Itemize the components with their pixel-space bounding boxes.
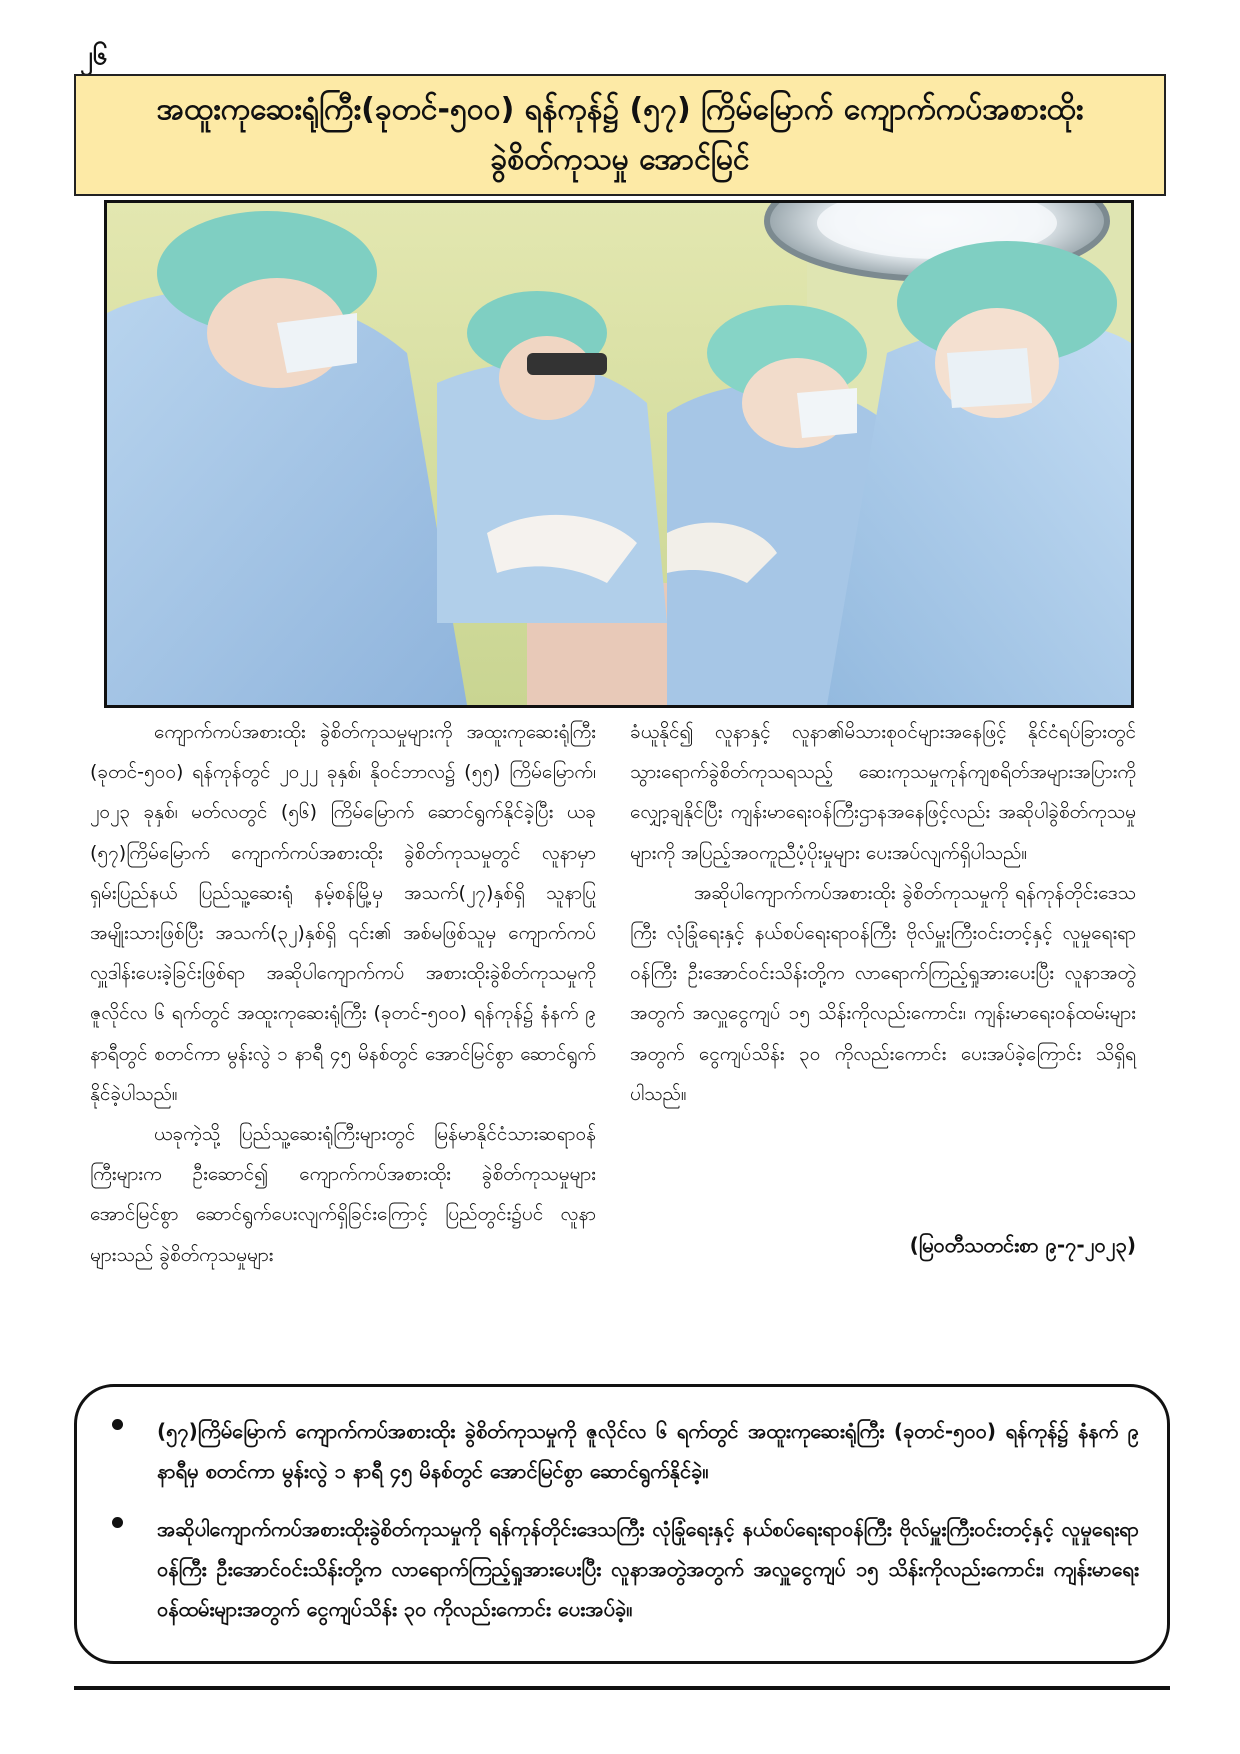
article-column-right <box>630 712 1136 1114</box>
article-paragraph: ကျောက်ကပ်အစားထိုး ခွဲစိတ်ကုသမှုများကို အထူးကုဆေးရုံကြီး (ခုတင်-၅၀၀) ရန်ကုန်တွင် ၂၀၂၂ ခုနှစ်၊ နိုဝင်ဘာလ၌ (၅၅) ကြိမ်မြောက်၊ ၂၀၂၃ ခုနှစ်၊ မတ်လတွင် (၅၆) ကြိမ်မြောက် ဆောင်ရွက်နိုင်ခဲ့ပြီး ယခု (၅၇)ကြိမ်မြောက် ကျောက်ကပ်အစားထိုး ခွဲစိတ်ကုသမှုတွင် လူနာမှာ ရှမ်းပြည်နယ် ပြည်သူ့ဆေးရုံ နမ့်စန်မြို့မှ အသက်(၂၇)နှစ်ရှိ သူနာပြုအမျိုးသားဖြစ်ပြီး အသက်(၃၂)နှစ်ရှိ ၎င်း၏ အစ်မဖြစ်သူမှ ကျောက်ကပ်လှူဒါန်းပေးခဲ့ခြင်းဖြစ်ရာ အဆိုပါကျောက်ကပ် အစားထိုးခွဲစိတ်ကုသမှုကို ဇူလိုင်လ ၆ ရက်တွင် အထူးကုဆေးရုံကြီး (ခုတင်-၅၀၀) ရန်ကုန်၌ နံနက် ၉ နာရီတွင် စတင်ကာ မွန်းလွဲ ၁ နာရီ ၄၅ မိနစ်တွင် အောင်မြင်စွာ ဆောင်ရွက်နိုင်ခဲ့ပါသည်။ <box>90 721 596 1105</box>
summary-item <box>105 1411 1139 1491</box>
summary-text: (၅၇)ကြိမ်မြောက် ကျောက်ကပ်အစားထိုး ခွဲစိတ်ကုသမှုကို ဇူလိုင်လ ၆ ရက်တွင် အထူးကုဆေးရုံကြီး (ခုတင်-၅၀၀) ရန်ကုန်၌ နံနက် ၉ နာရီမှ စတင်ကာ မွန်းလွဲ ၁ နာရီ ၄၅ မိနစ်တွင် အောင်မြင်စွာ ဆောင်ရွက်နိုင်ခဲ့။ <box>157 1419 1139 1483</box>
page-number: ၂၆ <box>80 41 108 71</box>
bullet-icon <box>105 1419 129 1443</box>
bottom-divider <box>74 1686 1170 1690</box>
summary-text: အဆိုပါကျောက်ကပ်အစားထိုးခွဲစိတ်ကုသမှုကို ရန်ကုန်တိုင်းဒေသကြီး လုံခြုံရေးနှင့် နယ်စပ်ရေးရာဝန်ကြီး ဗိုလ်မှူးကြီးဝင်းတင့်နှင့် လူမှုရေးရာဝန်ကြီး ဦးအောင်ဝင်းသိန်းတို့က လာရောက်ကြည့်ရှုအားပေးပြီး လူနာအတွဲအတွက် အလှူငွေကျပ် ၁၅ သိန်းကိုလည်းကောင်း၊ ကျန်းမာရေးဝန်ထမ်းများအတွက် ငွေကျပ်သိန်း ၃၀ ကိုလည်းကောင်း ပေးအပ်ခဲ့။ <box>157 1517 1139 1621</box>
article-column-left <box>90 712 596 1275</box>
headline-line-2: ခွဲစိတ်ကုသမှု အောင်မြင် <box>490 142 750 177</box>
headline-line-1: အထူးကုဆေးရုံကြီး(ခုတင်-၅၀၀) ရန်ကုန်၌ (၅၇) ကြိမ်မြောက် ကျောက်ကပ်အစားထိုး <box>156 92 1084 127</box>
source-citation: (မြဝတီသတင်းစာ ၉-၇-၂၀၂၃) <box>909 1233 1136 1257</box>
article-paragraph: ယခုကဲ့သို့ ပြည်သူ့ဆေးရုံကြီးများတွင် မြန်မာနိုင်ငံသားဆရာဝန်ကြီးများက ဦးဆောင်၍ ကျောက်ကပ်အစားထိုး ခွဲစိတ်ကုသမှုများ အောင်မြင်စွာ ဆောင်ရွက်ပေးလျက်ရှိခြင်းကြောင့် ပြည်တွင်း၌ပင် လူနာများသည် ခွဲစိတ်ကုသမှုများ <box>90 1123 596 1266</box>
article-paragraph: ခံယူနိုင်၍ လူနာနှင့် လူနာ၏မိသားစုဝင်များအနေဖြင့် နိုင်ငံရပ်ခြားတွင် သွားရောက်ခွဲစိတ်ကုသရသည့် ဆေးကုသမှုကုန်ကျစရိတ်အများအပြားကိုလျှော့ချနိုင်ပြီး ကျန်းမာရေးဝန်ကြီးဌာနအနေဖြင့်လည်း အဆိုပါခွဲစိတ်ကုသမှုများကို အပြည့်အဝကူညီပံ့ပိုးမှုများ ပေးအပ်လျက်ရှိပါသည်။ <box>630 721 1136 864</box>
surgery-photo <box>104 200 1134 708</box>
summary-box <box>74 1384 1170 1664</box>
article-paragraph: အဆိုပါကျောက်ကပ်အစားထိုး ခွဲစိတ်ကုသမှုကို ရန်ကုန်တိုင်းဒေသကြီး လုံခြုံရေးနှင့် နယ်စပ်ရေးရာဝန်ကြီး ဗိုလ်မှူးကြီးဝင်းတင့်နှင့် လူမှုရေးရာဝန်ကြီး ဦးအောင်ဝင်းသိန်းတို့က လာရောက်ကြည့်ရှုအားပေးပြီး လူနာအတွဲအတွက် အလှူငွေကျပ် ၁၅ သိန်းကိုလည်းကောင်း၊ ကျန်းမာရေးဝန်ထမ်းများအတွက် ငွေကျပ်သိန်း ၃၀ ကိုလည်းကောင်း ပေးအပ်ခဲ့ကြောင်း သိရှိရပါသည်။ <box>630 881 1136 1105</box>
headline-box <box>74 74 1166 196</box>
bullet-icon <box>105 1517 129 1541</box>
summary-item <box>105 1509 1139 1629</box>
